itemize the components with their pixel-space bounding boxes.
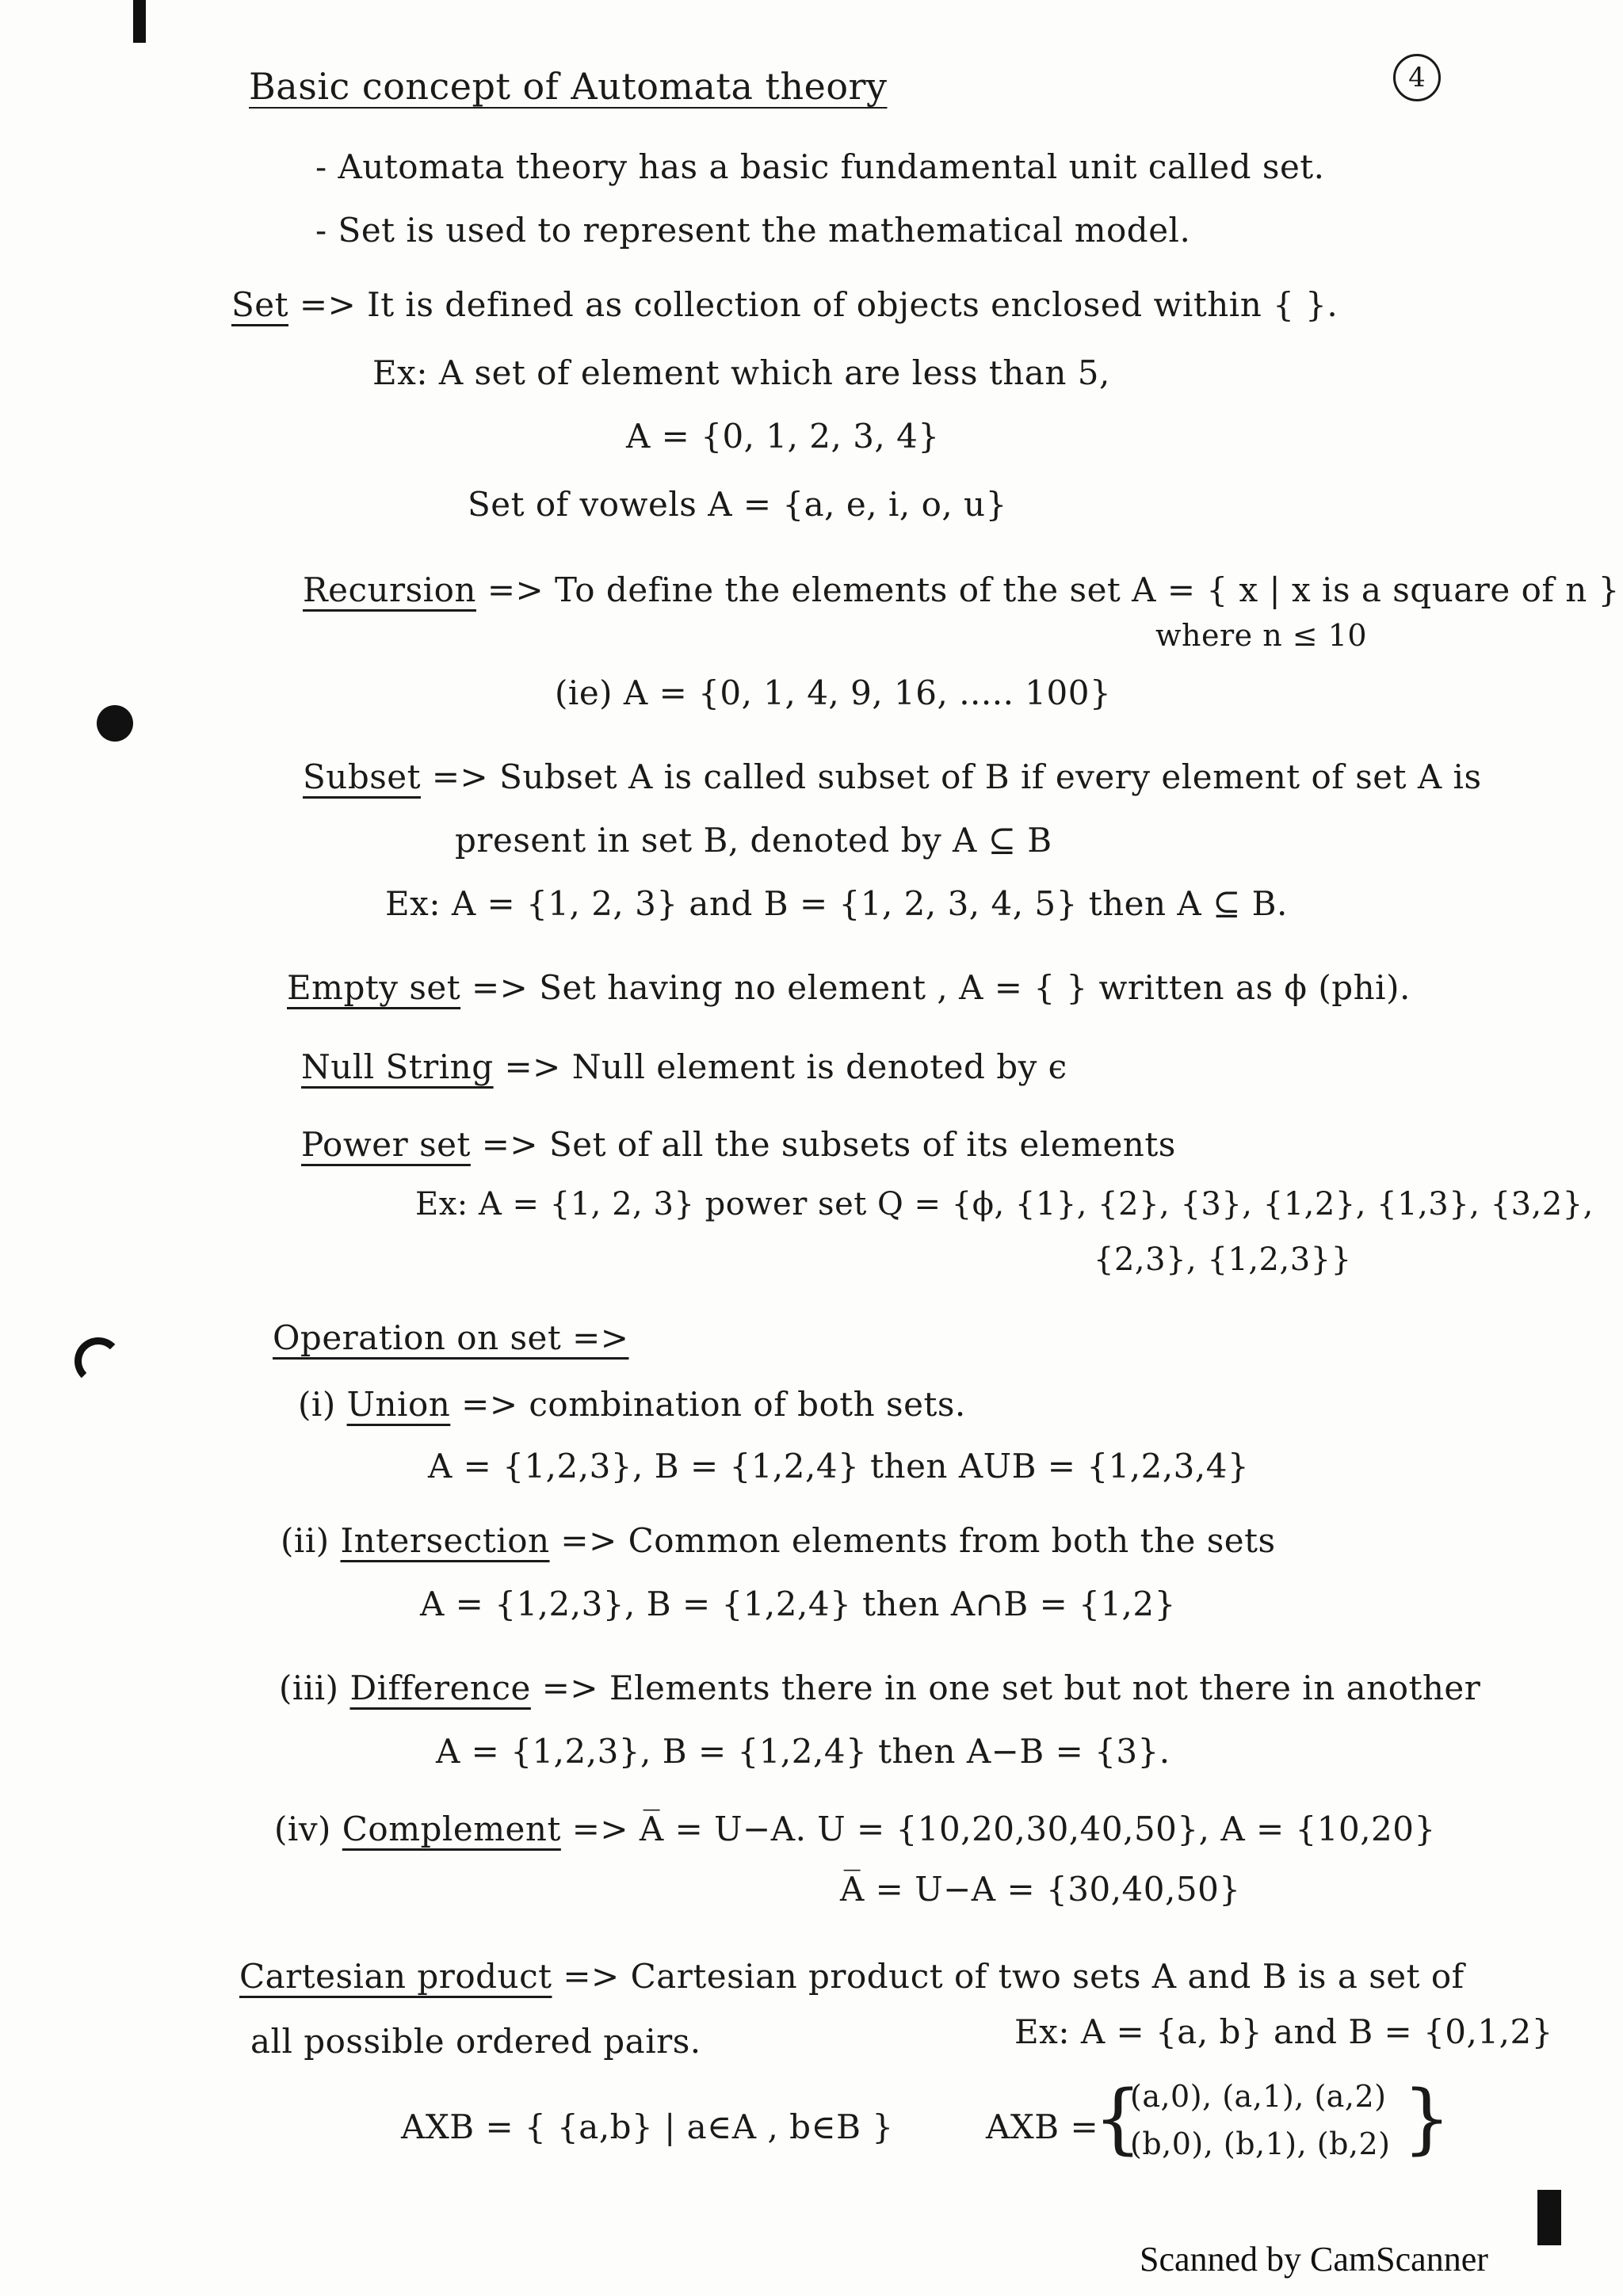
difference-example: A = {1,2,3}, B = {1,2,4} then A−B = {3}. xyxy=(436,1732,1170,1771)
intro-line: - Set is used to represent the mathematical model. xyxy=(315,211,1191,250)
empty-set-heading: Empty set xyxy=(287,968,461,1007)
recursion-heading: Recursion xyxy=(303,570,476,609)
union-label: (i) xyxy=(298,1385,336,1424)
subset-example: Ex: A = {1, 2, 3} and B = {1, 2, 3, 4, 5} then A ⊆ B. xyxy=(385,884,1288,923)
set-vowels-example: Set of vowels A = {a, e, i, o, u} xyxy=(468,485,1007,524)
subset-heading: Subset xyxy=(303,757,421,796)
punch-hole-bottom xyxy=(74,1337,122,1385)
power-set-def-text: => Set of all the subsets of its elements xyxy=(481,1125,1176,1164)
operations-heading: Operation on set => xyxy=(273,1318,629,1357)
complement-label: (iv) xyxy=(274,1810,331,1848)
complement-heading: Complement xyxy=(342,1810,561,1848)
scanner-watermark: Scanned by CamScanner xyxy=(1140,2240,1488,2279)
punch-hole-top xyxy=(97,705,133,742)
cartesian-heading: Cartesian product xyxy=(239,1957,552,1996)
subset-definition xyxy=(303,757,1482,797)
union-def-text: => combination of both sets. xyxy=(461,1385,966,1424)
recursion-ie: (ie) A = {0, 1, 4, 9, 16, ..... 100} xyxy=(555,673,1112,712)
recursion-where: where n ≤ 10 xyxy=(1155,618,1368,653)
scan-edge-mark xyxy=(133,0,146,43)
empty-set-def-text: => Set having no element , A = { } written as ϕ (phi). xyxy=(471,968,1411,1007)
recursion-definition xyxy=(303,570,1620,610)
complement-example: A̅ = U−A = {30,40,50} xyxy=(840,1870,1241,1909)
subset-def-text: => Subset A is called subset of B if every element of set A is xyxy=(431,757,1482,796)
set-example-value: A = {0, 1, 2, 3, 4} xyxy=(626,417,940,456)
subset-definition-cont: present in set B, denoted by A ⊆ B xyxy=(455,821,1052,860)
power-set-definition xyxy=(301,1125,1176,1165)
null-string-def-text: => Null element is denoted by ϵ xyxy=(504,1047,1067,1086)
difference-def-text: => Elements there in one set but not there in another xyxy=(541,1669,1481,1707)
cartesian-result-row: (a,0), (a,1), (a,2) xyxy=(1130,2079,1387,2114)
set-def-text: => It is defined as collection of objects enclosed within { }. xyxy=(299,285,1338,324)
recursion-def-text: => To define the elements of the set A = { x | x is a square of n } xyxy=(487,570,1620,609)
difference-definition xyxy=(279,1669,1480,1708)
page-number: 4 xyxy=(1393,54,1441,101)
empty-set-definition xyxy=(287,968,1411,1008)
union-definition xyxy=(298,1385,966,1425)
set-heading: Set xyxy=(231,285,289,324)
intersection-heading: Intersection xyxy=(340,1521,550,1560)
intersection-def-text: => Common elements from both the sets xyxy=(560,1521,1276,1560)
cartesian-example: Ex: A = {a, b} and B = {0,1,2} xyxy=(1014,2012,1553,2051)
intersection-definition xyxy=(281,1521,1276,1561)
cartesian-definition-cont: all possible ordered pairs. xyxy=(250,2022,701,2061)
cartesian-def-text: => Cartesian product of two sets A and B is a set of xyxy=(563,1957,1465,1996)
union-heading: Union xyxy=(346,1385,451,1424)
power-set-example: Ex: A = {1, 2, 3} power set Q = {ϕ, {1}, {2}, {3}, {1,2}, {1,3}, {3,2}, xyxy=(415,1186,1594,1222)
set-example: Ex: A set of element which are less than 5, xyxy=(372,353,1110,392)
null-string-heading: Null String xyxy=(301,1047,494,1086)
null-string-definition xyxy=(301,1047,1067,1087)
power-set-heading: Power set xyxy=(301,1125,471,1164)
complement-def-text: => A̅ = U−A. U = {10,20,30,40,50}, A = {10,20} xyxy=(571,1810,1436,1848)
scan-edge-mark xyxy=(1537,2190,1561,2245)
difference-heading: Difference xyxy=(349,1669,531,1707)
page-title: Basic concept of Automata theory xyxy=(249,65,888,108)
cartesian-definition xyxy=(239,1957,1465,1997)
cartesian-formula: AXB = { {a,b} | a∈A , b∈B } xyxy=(401,2107,894,2146)
intersection-label: (ii) xyxy=(281,1521,330,1560)
cartesian-result-row: (b,0), (b,1), (b,2) xyxy=(1130,2126,1391,2161)
power-set-example-cont: {2,3}, {1,2,3}} xyxy=(1094,1241,1352,1278)
set-definition xyxy=(231,285,1338,325)
cartesian-result-open-brace: { xyxy=(1094,2074,1143,2163)
difference-label: (iii) xyxy=(279,1669,339,1707)
union-example: A = {1,2,3}, B = {1,2,4} then AUB = {1,2,3,4} xyxy=(428,1447,1250,1486)
cartesian-result-label: AXB = xyxy=(986,2107,1099,2146)
intro-line: - Automata theory has a basic fundamental unit called set. xyxy=(315,147,1325,186)
intersection-example: A = {1,2,3}, B = {1,2,4} then A∩B = {1,2} xyxy=(420,1585,1176,1623)
complement-definition xyxy=(274,1810,1436,1849)
cartesian-result-close-brace: } xyxy=(1403,2074,1452,2163)
